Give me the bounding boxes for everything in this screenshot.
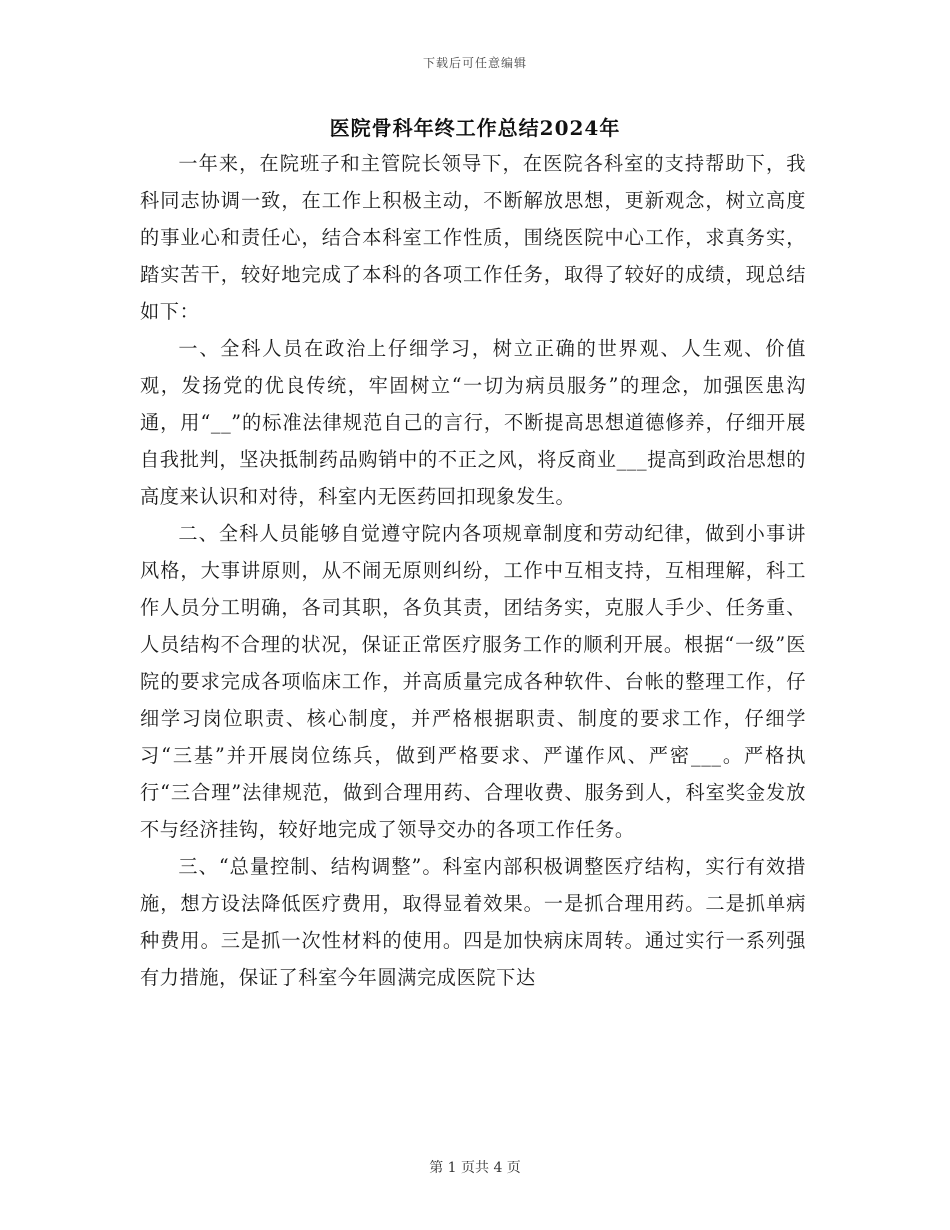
document-title: 医院骨科年终工作总结2024年 (329, 116, 621, 140)
paragraph-section-1: 一、全科人员在政治上仔细学习，树立正确的世界观、人生观、价值观，发扬党的优良传统，牢固树立“一切为病员服务”的理念，加强医患沟通，用“__”的标准法律规范自己的言行，不断提高思想道德修养，仔细开展自我批判，坚决抵制药品购销中的不正之风，将反商业___提高到政治思想的高度来认识和对待，科室内无医药回扣现象发生。 (140, 337, 806, 508)
paragraph-section-2: 二、全科人员能够自觉遵守院内各项规章制度和劳动纪律，做到小事讲风格，大事讲原则，从不闹无原则纠纷，工作中互相支持，互相理解，科工作人员分工明确，各司其职，各负其责，团结务实，克服人手少、任务重、人员结构不合理的状况，保证正常医疗服务工作的顺利开展。根据“一级”医院的要求完成各项临床工作，并高质量完成各种软件、台帐的整理工作，仔细学习岗位职责、核心制度，并严格根据职责、制度的要求工作，仔细学习“三基”并开展岗位练兵，做到严格要求、严谨作风、严密___。严格执行“三合理”法律规范，做到合理用药、合理收费、服务到人，科室奖金发放不与经济挂钩，较好地完成了领导交办的各项工作任务。 (140, 522, 806, 841)
page-number: 第 1 页共 4 页 (429, 1160, 521, 1176)
document-body (140, 145, 806, 996)
paragraph-intro: 一年来，在院班子和主管院长领导下，在医院各科室的支持帮助下，我科同志协调一致，在工作上积极主动，不断解放思想，更新观念，树立高度的事业心和责任心，结合本科室工作性质，围绕医院中心工作，求真务实，踏实苦干，较好地完成了本科的各项工作任务，取得了较好的成绩，现总结如下： (140, 152, 806, 323)
header-note: 下载后可任意编辑 (422, 56, 527, 70)
paragraph-section-3: 三、“总量控制、结构调整”。科室内部积极调整医疗结构，实行有效措施，想方设法降低医疗费用，取得显着效果。一是抓合理用药。二是抓单病种费用。三是抓一次性材料的使用。四是加快病床周转。通过实行一系列强有力措施，保证了科室今年圆满完成医院下达 (140, 855, 806, 989)
